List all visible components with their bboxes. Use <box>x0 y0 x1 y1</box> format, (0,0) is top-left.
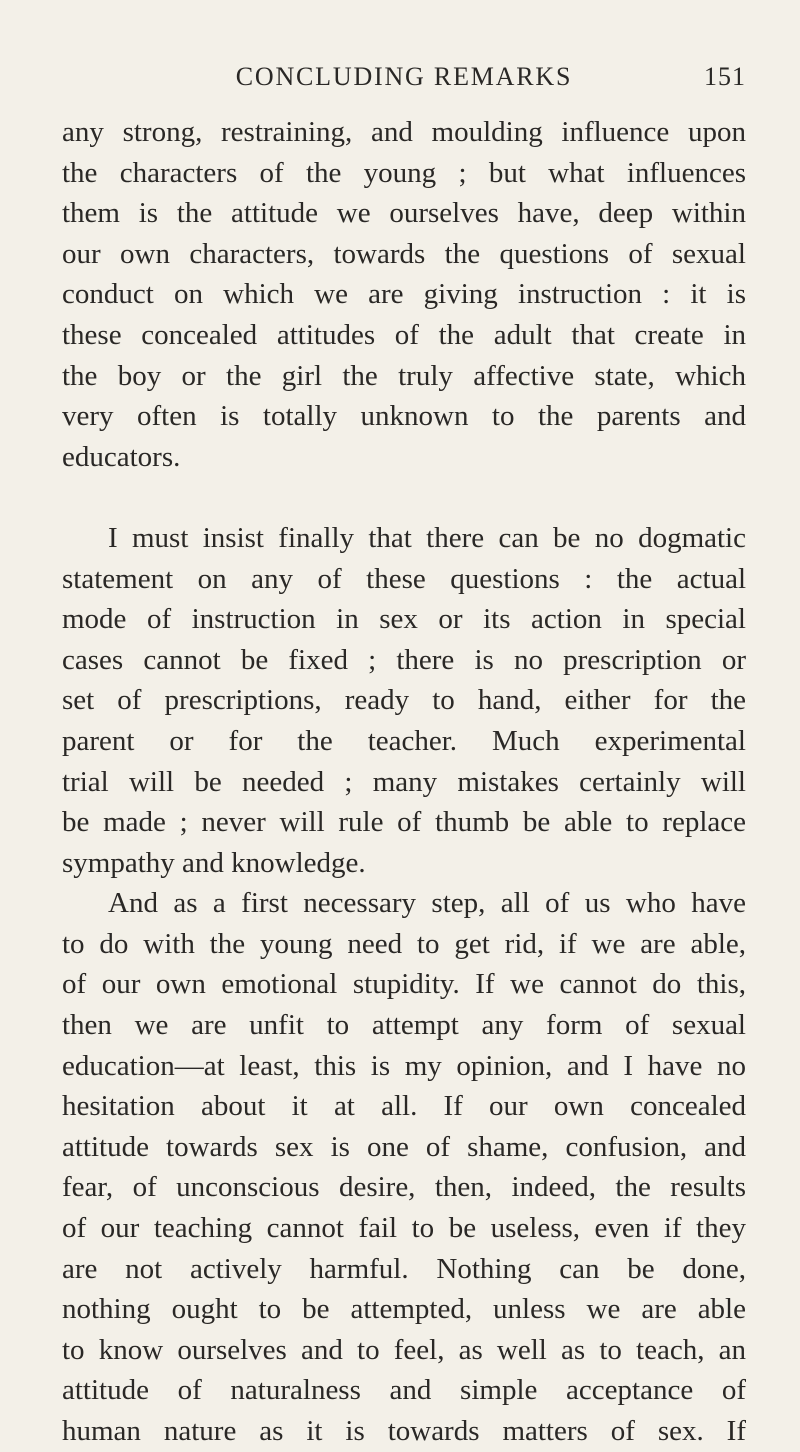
text-line: hesitation about it at all. If our own concealed <box>62 1090 746 1123</box>
text-line: to do with the young need to get rid, if we are able, <box>62 927 746 960</box>
text-line: set of prescriptions, ready to hand, either for the <box>62 684 746 717</box>
text-line: And as a first necessary step, all of us who have <box>108 887 746 920</box>
text-line: any strong, restraining, and moulding influence upon <box>62 116 746 148</box>
text-line: are not actively harmful. Nothing can be done, <box>62 1252 746 1285</box>
text-line: nothing ought to be attempted, unless we are able <box>62 1293 746 1326</box>
paragraph-spacer <box>62 477 746 518</box>
running-head-title: CONCLUDING REMARKS <box>235 62 573 91</box>
text-line: statement on any of these questions : the actual <box>62 562 746 595</box>
text-line: conduct on which we are giving instruction : it is <box>62 278 746 311</box>
text-line: trial will be needed ; many mistakes certainly will <box>62 765 746 798</box>
text-line: parent or for the teacher. Much experimental <box>62 724 746 757</box>
text-line: be made ; never will rule of thumb be able to replace <box>62 806 746 839</box>
text-line: cases cannot be fixed ; there is no prescription or <box>62 643 746 676</box>
text-line: of our own emotional stupidity. If we cannot do this, <box>62 968 746 1001</box>
text-line: attitude of naturalness and simple acceptance of <box>62 1374 746 1407</box>
text-line: the characters of the young ; but what influences <box>62 156 746 189</box>
page-number: 151 <box>704 62 746 91</box>
text-line: very often is totally unknown to the parents and <box>62 400 746 433</box>
text-line: education—at least, this is my opinion, and I have no <box>62 1049 746 1082</box>
paragraph-3 <box>62 883 746 1451</box>
text-line: our own characters, towards the questions of sexual <box>62 237 746 270</box>
text-line: the boy or the girl the truly affective state, which <box>62 359 746 392</box>
text-line: attitude towards sex is one of shame, confusion, and <box>62 1130 746 1163</box>
body-text <box>62 112 746 1452</box>
paragraph-1 <box>62 112 746 477</box>
text-line: of our teaching cannot fail to be useless, even if they <box>62 1212 746 1245</box>
text-line: educators. <box>62 440 181 473</box>
paragraph-2 <box>62 518 746 883</box>
text-line: them is the attitude we ourselves have, deep within <box>62 197 746 230</box>
text-line: then we are unfit to attempt any form of sexual <box>62 1009 746 1042</box>
text-line: sympathy and knowledge. <box>62 846 366 879</box>
text-line: mode of instruction in sex or its action in special <box>62 603 746 636</box>
text-line: these concealed attitudes of the adult that create in <box>62 318 746 351</box>
text-line: I must insist finally that there can be no dogmatic <box>108 521 746 554</box>
text-line: human nature as it is towards matters of sex. If <box>62 1415 746 1447</box>
running-head <box>62 62 746 98</box>
text-line: to know ourselves and to feel, as well as to teach, an <box>62 1333 746 1366</box>
text-line: fear, of unconscious desire, then, indeed, the results <box>62 1171 746 1204</box>
